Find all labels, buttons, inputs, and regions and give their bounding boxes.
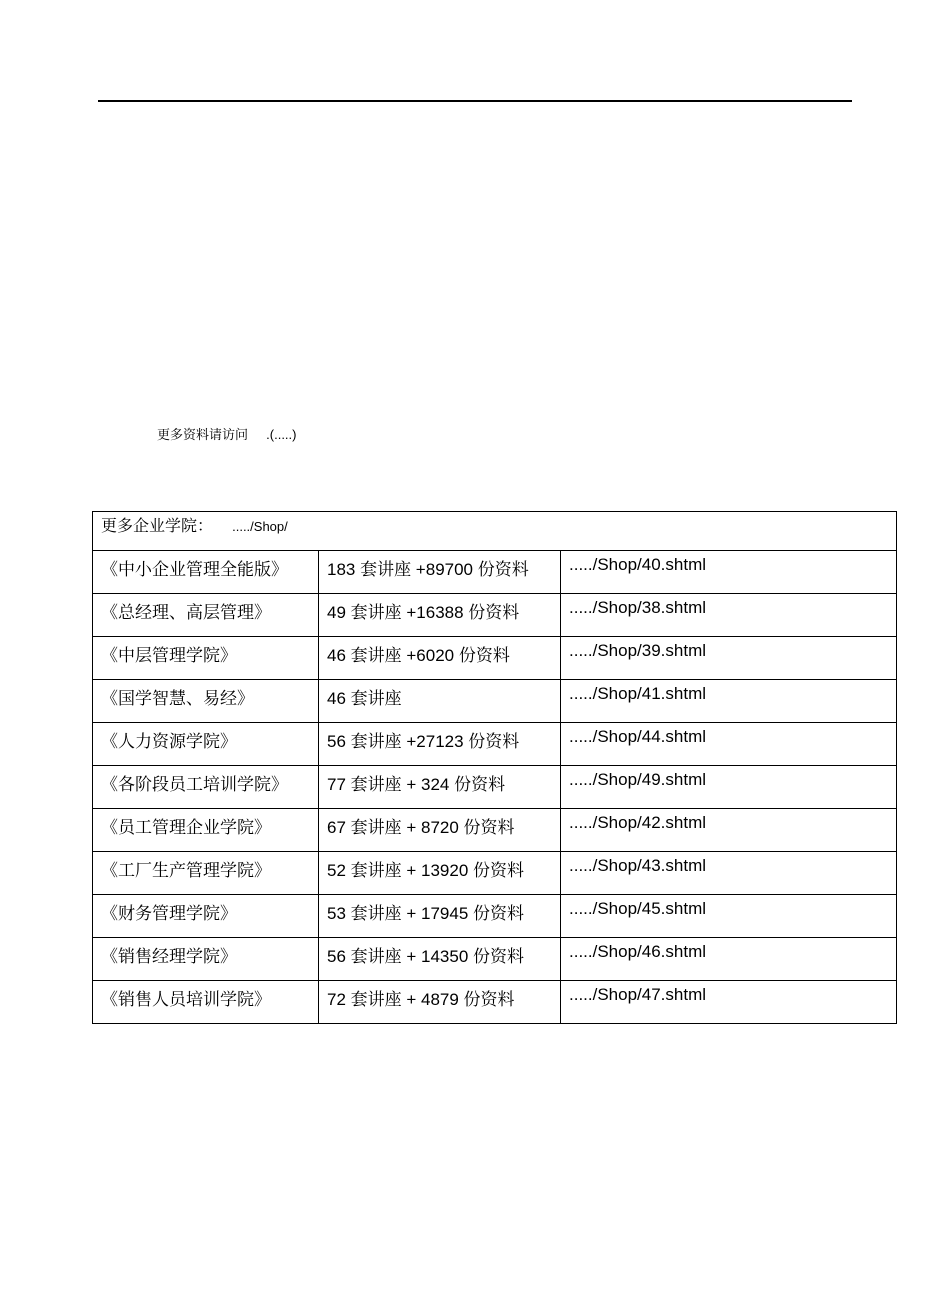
course-name: 《国学智慧、易经》 [93, 680, 319, 723]
course-count: 49 套讲座 +16388 份资料 [319, 594, 561, 637]
course-count: 72 套讲座 + 4879 份资料 [319, 981, 561, 1024]
table-row [93, 852, 897, 895]
catalog-header-label: 更多企业学院： [101, 516, 214, 535]
course-count: 46 套讲座 [319, 680, 561, 723]
table-row [93, 895, 897, 938]
top-divider [98, 100, 852, 102]
catalog-table [92, 511, 897, 1024]
table-row [93, 766, 897, 809]
course-name: 《财务管理学院》 [93, 895, 319, 938]
course-name: 《中层管理学院》 [93, 637, 319, 680]
table-row [93, 809, 897, 852]
course-count: 56 套讲座 +27123 份资料 [319, 723, 561, 766]
course-link[interactable]: ...../Shop/46.shtml [561, 938, 897, 981]
visit-url[interactable]: .(.....) [266, 427, 297, 442]
course-count: 183 套讲座 +89700 份资料 [319, 551, 561, 594]
course-name: 《工厂生产管理学院》 [93, 852, 319, 895]
course-link[interactable]: ...../Shop/40.shtml [561, 551, 897, 594]
course-count: 46 套讲座 +6020 份资料 [319, 637, 561, 680]
course-name: 《销售经理学院》 [93, 938, 319, 981]
course-count: 77 套讲座 + 324 份资料 [319, 766, 561, 809]
course-count: 56 套讲座 + 14350 份资料 [319, 938, 561, 981]
visit-text: 更多资料请访问 [157, 428, 249, 443]
course-link[interactable]: ...../Shop/38.shtml [561, 594, 897, 637]
course-link[interactable]: ...../Shop/41.shtml [561, 680, 897, 723]
table-row [93, 551, 897, 594]
course-count: 53 套讲座 + 17945 份资料 [319, 895, 561, 938]
course-link[interactable]: ...../Shop/43.shtml [561, 852, 897, 895]
table-row [93, 637, 897, 680]
visit-note [157, 424, 297, 443]
catalog-header-row [93, 512, 897, 551]
course-count: 67 套讲座 + 8720 份资料 [319, 809, 561, 852]
course-name: 《员工管理企业学院》 [93, 809, 319, 852]
course-link[interactable]: ...../Shop/45.shtml [561, 895, 897, 938]
course-link[interactable]: ...../Shop/39.shtml [561, 637, 897, 680]
table-row [93, 723, 897, 766]
catalog-header-cell [93, 512, 897, 551]
course-name: 《销售人员培训学院》 [93, 981, 319, 1024]
course-link[interactable]: ...../Shop/44.shtml [561, 723, 897, 766]
course-link[interactable]: ...../Shop/42.shtml [561, 809, 897, 852]
course-link[interactable]: ...../Shop/49.shtml [561, 766, 897, 809]
catalog-header-url[interactable]: ...../Shop/ [232, 519, 288, 534]
table-row [93, 680, 897, 723]
course-name: 《各阶段员工培训学院》 [93, 766, 319, 809]
course-name: 《中小企业管理全能版》 [93, 551, 319, 594]
course-count: 52 套讲座 + 13920 份资料 [319, 852, 561, 895]
course-name: 《总经理、高层管理》 [93, 594, 319, 637]
table-row [93, 981, 897, 1024]
table-row [93, 938, 897, 981]
course-name: 《人力资源学院》 [93, 723, 319, 766]
table-row [93, 594, 897, 637]
course-link[interactable]: ...../Shop/47.shtml [561, 981, 897, 1024]
